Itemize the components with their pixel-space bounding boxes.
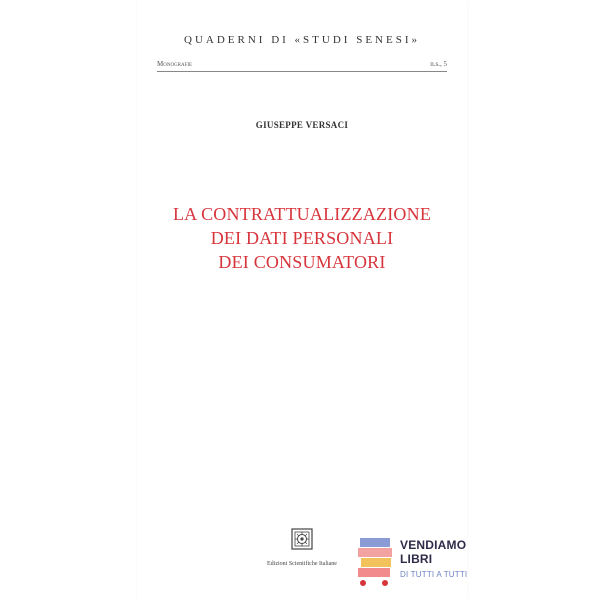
badge-line-3: DI TUTTI A TUTTI xyxy=(400,570,468,579)
series-title: QUADERNI DI «STUDI SENESI» xyxy=(184,34,420,46)
volume-label: n.s., 5 xyxy=(430,60,447,68)
author-name: GIUSEPPE VERSACI xyxy=(255,120,349,130)
badge-line-2: LIBRI xyxy=(400,552,433,566)
vendiamo-libri-badge xyxy=(358,536,488,592)
badge-line-1: VENDIAMO xyxy=(400,538,467,552)
publisher-name: Edizioni Scientifiche Italiane xyxy=(267,561,337,567)
book-stack-icon xyxy=(358,538,398,588)
header-divider xyxy=(157,71,447,72)
collection-label: Monografie xyxy=(157,60,193,68)
title-line-1: LA CONTRATTUALIZZAZIONE xyxy=(172,204,432,224)
esi-emblem-icon xyxy=(291,528,313,550)
title-line-2: DEI DATI PERSONALI xyxy=(210,228,394,248)
book-cover xyxy=(137,0,467,600)
title-line-3: DEI CONSUMATORI xyxy=(218,252,386,272)
book-title xyxy=(137,202,467,274)
